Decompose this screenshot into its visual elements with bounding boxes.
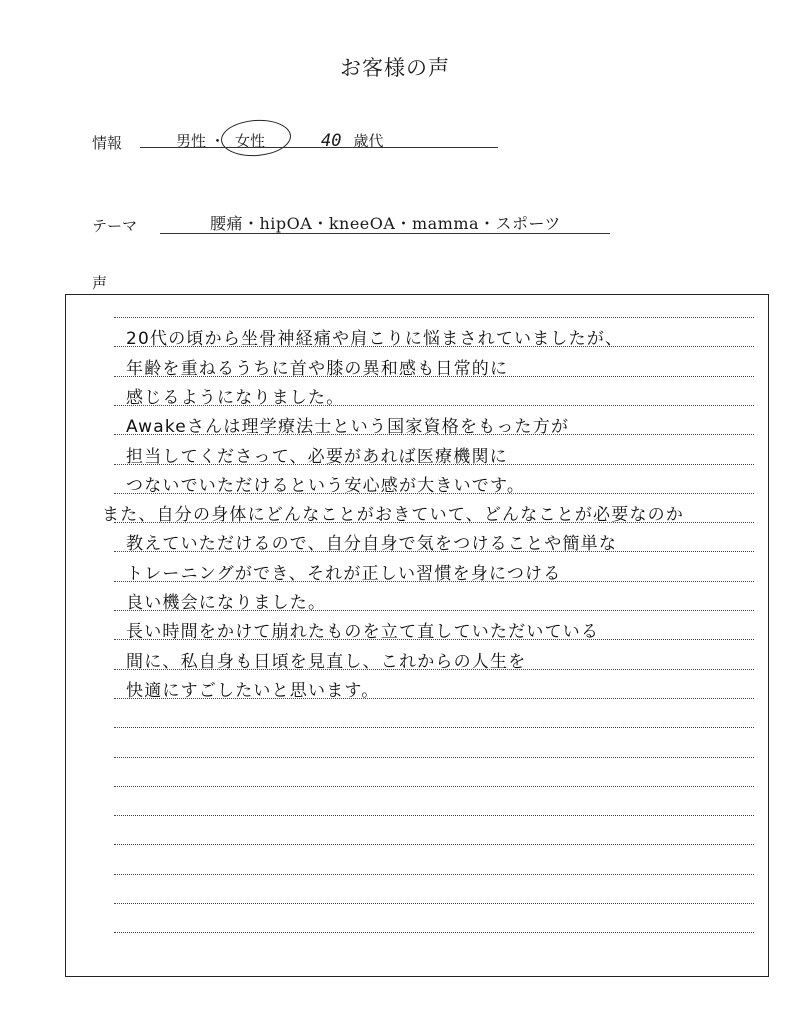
theme-label: テーマ	[92, 217, 138, 235]
ruled-line	[114, 903, 754, 904]
voice-text-line: トレーニングができ、それが正しい習慣を身につける	[126, 563, 562, 584]
info-values	[176, 128, 384, 153]
ruled-line	[114, 786, 754, 787]
ruled-line	[114, 874, 754, 875]
voice-text-line: 良い機会になりました。	[126, 593, 327, 613]
form-title: お客様の声	[340, 56, 450, 80]
ruled-line	[114, 757, 754, 758]
voice-text-line: また、自分の身体にどんなことがおきていて、どんなことが必要なのか	[102, 505, 685, 526]
voice-text-line: つないでいただけるという安心感が大きいです。	[126, 475, 526, 496]
ruled-line	[114, 727, 754, 728]
voice-box	[65, 294, 769, 977]
age-unit: 歳代	[353, 132, 384, 150]
voice-text-line: Awakeさんは理学療法士という国家資格をもった方が	[126, 417, 570, 438]
info-label: 情報	[92, 134, 123, 152]
theme-underline	[160, 232, 610, 234]
voice-text-line: 年齢を重ねるうちに首や膝の異和感も日常的に	[126, 358, 509, 379]
age-value: 40	[321, 131, 342, 151]
voice-label: 声	[92, 274, 108, 292]
voice-text-line: 20代の頃から坐骨神経痛や肩こりに悩まされていましたが、	[126, 329, 624, 350]
info-underline	[140, 146, 498, 148]
gender-female-label: 女性	[235, 132, 266, 150]
voice-text-line: 担当してくださって、必要があれば医療機関に	[126, 446, 508, 467]
gender-female	[227, 128, 273, 153]
theme-value: 腰痛・hipOA・kneeOA・mamma・スポーツ	[210, 214, 561, 233]
ruled-line	[114, 317, 754, 318]
gender-separator: ・	[210, 132, 226, 150]
voice-text-line: 快適にすごしたいと思います。	[126, 680, 380, 701]
voice-text-line: 教えていただけるので、自分自身で気をつけることや簡単な	[126, 534, 618, 555]
gender-male: 男性	[176, 132, 207, 150]
ruled-line	[114, 815, 754, 816]
voice-text-line: 感じるようになりました。	[126, 387, 345, 408]
voice-text-line: 長い時間をかけて崩れたものを立て直していただいている	[126, 622, 600, 643]
selection-circle-mark	[220, 118, 292, 159]
ruled-line	[114, 932, 754, 933]
voice-text-line: 間に、私自身も日頃を見直し、これからの人生を	[126, 651, 527, 672]
ruled-line	[114, 844, 754, 845]
